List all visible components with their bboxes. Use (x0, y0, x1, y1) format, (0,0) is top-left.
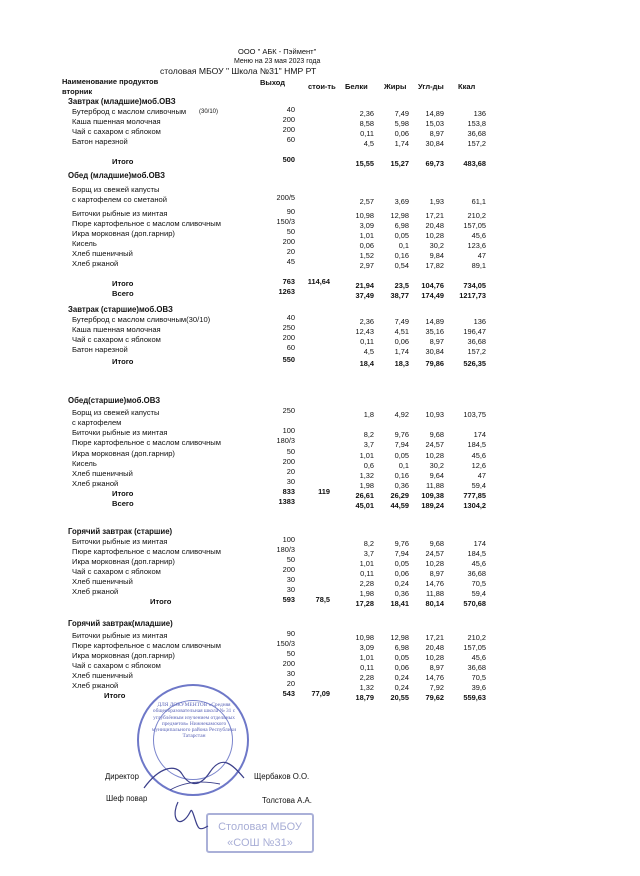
value-c: 35,16 (425, 327, 444, 336)
value-kc: 559,63 (463, 693, 486, 702)
value-out: 200 (282, 457, 295, 466)
dish-name: Кисель (72, 239, 97, 248)
value-f: 0,06 (394, 337, 409, 346)
value-f: 6,98 (394, 221, 409, 230)
value-kc: 483,68 (463, 159, 486, 168)
value-cost: 114,64 (307, 277, 330, 286)
col-name: Наименование продуктов (62, 77, 159, 86)
value-out: 200 (282, 237, 295, 246)
value-kc: 45,6 (471, 653, 486, 662)
director-signature (140, 760, 250, 796)
value-kc: 36,68 (467, 129, 486, 138)
total-label: Всего (112, 289, 134, 298)
value-c: 189,24 (421, 501, 444, 510)
value-p: 1,01 (359, 451, 374, 460)
value-f: 0,54 (394, 261, 409, 270)
dish-name: Пюре картофельное с маслом сливочным (72, 219, 221, 228)
value-f: 9,76 (394, 539, 409, 548)
value-kc: 210,2 (467, 633, 486, 642)
value-kc: 157,2 (467, 347, 486, 356)
dish-name: Борщ из свежей капусты (72, 185, 160, 194)
total-label: Итого (150, 597, 172, 606)
value-p: 1,32 (359, 683, 374, 692)
value-p: 37,49 (355, 291, 374, 300)
value-f: 20,55 (390, 693, 409, 702)
value-p: 2,28 (359, 579, 374, 588)
value-p: 26,61 (355, 491, 374, 500)
section-title: Горячий завтрак (старшие) (68, 527, 173, 536)
value-f: 15,27 (390, 159, 409, 168)
value-kc: 196,47 (463, 327, 486, 336)
value-p: 0,11 (360, 129, 374, 138)
value-f: 0,06 (394, 663, 409, 672)
value-kc: 1304,2 (463, 501, 486, 510)
value-c: 17,21 (425, 633, 444, 642)
value-kc: 45,6 (471, 451, 486, 460)
value-f: 0,24 (394, 673, 409, 682)
value-out: 30 (286, 477, 295, 486)
value-p: 21,94 (355, 281, 374, 290)
value-c: 30,84 (425, 347, 444, 356)
value-p: 10,98 (355, 633, 374, 642)
value-p: 4,5 (363, 139, 374, 148)
value-p: 8,58 (359, 119, 374, 128)
value-p: 15,55 (355, 159, 374, 168)
value-c: 10,28 (425, 559, 444, 568)
dish-name: Хлеб пшеничный (72, 577, 133, 586)
value-out: 20 (286, 247, 295, 256)
value-c: 17,21 (425, 211, 444, 220)
value-f: 23,5 (394, 281, 409, 290)
value-out: 550 (282, 355, 295, 364)
value-p: 8,2 (363, 430, 374, 439)
dish-name: Батон нарезной (72, 137, 128, 146)
dish-portion-note: (30/10) (199, 109, 219, 115)
value-f: 3,69 (394, 197, 409, 206)
value-p: 12,43 (355, 327, 374, 336)
value-out: 90 (286, 629, 295, 638)
value-c: 17,82 (425, 261, 444, 270)
dish-name: Чай с сахаром с яблоком (72, 661, 161, 670)
value-out: 20 (286, 467, 295, 476)
value-out: 593 (282, 595, 295, 604)
value-out: 200 (282, 659, 295, 668)
value-p: 2,36 (359, 109, 374, 118)
value-p: 1,52 (359, 251, 374, 260)
value-kc: 36,68 (467, 569, 486, 578)
value-kc: 70,5 (471, 579, 486, 588)
value-f: 1,74 (394, 347, 409, 356)
value-out: 200/5 (276, 193, 295, 202)
value-c: 1,93 (429, 197, 444, 206)
total-label: Итого (112, 279, 134, 288)
section-title: Обед (младшие)моб.ОВЗ (68, 171, 166, 180)
dish-name: Бутерброд с маслом сливочным(30/10) (72, 315, 211, 324)
value-out: 200 (282, 125, 295, 134)
value-out: 250 (282, 406, 295, 415)
value-f: 9,76 (394, 430, 409, 439)
col-cost: стои-ть (308, 82, 336, 91)
value-f: 5,98 (394, 119, 409, 128)
value-kc: 70,5 (471, 673, 486, 682)
value-c: 10,28 (425, 451, 444, 460)
value-c: 8,97 (429, 569, 444, 578)
value-f: 0,06 (394, 569, 409, 578)
value-out: 250 (282, 323, 295, 332)
value-c: 109,38 (421, 491, 444, 500)
value-c: 10,93 (425, 410, 444, 419)
value-out: 180/3 (276, 436, 295, 445)
value-out: 50 (286, 447, 295, 456)
col-carbs: Угл-ды (418, 82, 444, 91)
chef-signature (168, 796, 218, 838)
dish-name: Пюре картофельное с маслом сливочным (72, 641, 221, 650)
value-out: 150/3 (276, 217, 295, 226)
value-p: 2,57 (359, 197, 374, 206)
value-p: 4,5 (363, 347, 374, 356)
value-p: 0,11 (360, 663, 374, 672)
value-p: 8,2 (363, 539, 374, 548)
value-f: 4,92 (394, 410, 409, 419)
col-day: вторник (62, 87, 93, 96)
value-f: 0,06 (394, 129, 409, 138)
value-c: 24,57 (425, 440, 444, 449)
dish-name: Хлеб ржаной (72, 479, 119, 488)
dish-name: Чай с сахаром с яблоком (72, 567, 161, 576)
value-p: 1,01 (359, 231, 374, 240)
value-p: 2,36 (359, 317, 374, 326)
value-p: 3,7 (363, 549, 374, 558)
value-f: 44,59 (390, 501, 409, 510)
value-c: 8,97 (429, 663, 444, 672)
value-f: 6,98 (394, 643, 409, 652)
value-kc: 136 (473, 109, 486, 118)
value-kc: 184,5 (467, 549, 486, 558)
value-kc: 36,68 (467, 663, 486, 672)
chef-name: Толстова А.А. (262, 796, 312, 805)
value-cost: 78,5 (315, 595, 330, 604)
value-out: 50 (286, 227, 295, 236)
value-out: 1263 (278, 287, 295, 296)
value-kc: 89,1 (471, 261, 486, 270)
value-cost: 119 (318, 487, 330, 496)
col-proteins: Белки (345, 82, 368, 91)
value-c: 30,2 (429, 461, 444, 470)
dish-name: Икра морковная (доп.гарнир) (72, 229, 175, 238)
value-p: 18,4 (359, 359, 374, 368)
value-p: 1,8 (363, 410, 374, 419)
value-c: 104,76 (421, 281, 444, 290)
value-kc: 174 (473, 430, 486, 439)
value-out: 1383 (278, 497, 295, 506)
dish-name: с картофелем со сметаной (72, 195, 167, 204)
value-kc: 136 (473, 317, 486, 326)
value-p: 1,98 (359, 481, 374, 490)
value-kc: 39,6 (471, 683, 486, 692)
dish-name: Чай с сахаром с яблоком (72, 335, 161, 344)
value-c: 9,64 (429, 471, 444, 480)
value-kc: 103,75 (463, 410, 486, 419)
value-out: 200 (282, 565, 295, 574)
value-p: 18,79 (355, 693, 374, 702)
value-out: 60 (286, 135, 295, 144)
value-c: 9,68 (429, 539, 444, 548)
value-kc: 47 (477, 251, 486, 260)
value-f: 4,51 (394, 327, 409, 336)
chef-label: Шеф повар (106, 794, 148, 803)
value-kc: 47 (477, 471, 486, 480)
value-c: 9,68 (429, 430, 444, 439)
total-label: Итого (112, 357, 134, 366)
value-kc: 45,6 (471, 559, 486, 568)
canteen-stamp: Столовая МБОУ «СОШ №31» (206, 813, 314, 853)
value-out: 30 (286, 669, 295, 678)
value-out: 50 (286, 555, 295, 564)
value-c: 24,57 (425, 549, 444, 558)
value-f: 7,49 (394, 317, 409, 326)
value-f: 18,3 (394, 359, 409, 368)
value-out: 763 (282, 277, 295, 286)
value-out: 180/3 (276, 545, 295, 554)
total-label: Итого (112, 489, 134, 498)
value-f: 0,24 (394, 683, 409, 692)
value-p: 0,11 (360, 337, 374, 346)
dish-name: Хлеб пшеничный (72, 469, 133, 478)
value-out: 45 (286, 257, 295, 266)
value-c: 20,48 (425, 221, 444, 230)
value-f: 0,1 (398, 241, 409, 250)
value-c: 14,76 (425, 579, 444, 588)
dish-name: Каша пшенная молочная (72, 117, 161, 126)
value-c: 14,89 (425, 109, 444, 118)
total-label: Всего (112, 499, 134, 508)
value-p: 0,06 (359, 241, 374, 250)
value-cost: 77,09 (311, 689, 330, 698)
stamp-text: ДЛЯ ДОКУМЕНТОВ «Средняя общеобразовательная школа № 31 с углублённым изучением отдельных предметов» Нижнекамского муниципального района Республики Татарстан (151, 702, 237, 740)
value-f: 0,05 (394, 653, 409, 662)
col-fats: Жиры (384, 82, 407, 91)
dish-name: Хлеб пшеничный (72, 249, 133, 258)
dish-name: Пюре картофельное с маслом сливочным (72, 547, 221, 556)
dish-name: Хлеб ржаной (72, 681, 119, 690)
value-c: 10,28 (425, 653, 444, 662)
org-name: ООО " АБК - Пэймент" (238, 47, 317, 56)
value-out: 50 (286, 649, 295, 658)
dish-name: Хлеб ржаной (72, 259, 119, 268)
value-c: 14,89 (425, 317, 444, 326)
dish-name: Батон нарезной (72, 345, 128, 354)
value-c: 9,84 (429, 251, 444, 260)
col-output: Выход (260, 78, 286, 87)
value-p: 17,28 (355, 599, 374, 608)
value-p: 2,28 (359, 673, 374, 682)
value-out: 100 (282, 535, 295, 544)
dish-name: Чай с сахаром с яблоком (72, 127, 161, 136)
dish-name: Биточки рыбные из минтая (72, 209, 168, 218)
value-f: 0,24 (394, 579, 409, 588)
value-f: 7,94 (394, 549, 409, 558)
value-kc: 174 (473, 539, 486, 548)
dish-name: Икра морковная (доп.гарнир) (72, 449, 175, 458)
value-out: 833 (282, 487, 295, 496)
value-f: 7,94 (394, 440, 409, 449)
value-p: 3,09 (359, 643, 374, 652)
value-p: 1,01 (359, 559, 374, 568)
dish-name: Кисель (72, 459, 97, 468)
value-f: 0,16 (394, 471, 409, 480)
value-out: 200 (282, 333, 295, 342)
value-kc: 61,1 (471, 197, 486, 206)
section-title: Завтрак (младшие)моб.ОВЗ (68, 97, 176, 106)
col-kcal: Ккал (458, 82, 476, 91)
dish-name: Биточки рыбные из минтая (72, 537, 168, 546)
value-kc: 36,68 (467, 337, 486, 346)
dish-name: Хлеб ржаной (72, 587, 119, 596)
value-f: 12,98 (390, 633, 409, 642)
value-out: 150/3 (276, 639, 295, 648)
total-label: Итого (104, 691, 126, 700)
total-label: Итого (112, 157, 134, 166)
dish-name: Икра морковная (доп.гарнир) (72, 651, 175, 660)
value-out: 200 (282, 115, 295, 124)
dish-name: Пюре картофельное с маслом сливочным (72, 438, 221, 447)
value-p: 2,97 (359, 261, 374, 270)
value-p: 3,7 (363, 440, 374, 449)
value-p: 3,09 (359, 221, 374, 230)
value-kc: 59,4 (471, 589, 486, 598)
value-out: 30 (286, 575, 295, 584)
value-f: 0,36 (394, 481, 409, 490)
value-c: 14,76 (425, 673, 444, 682)
dish-name: с картофелем (72, 418, 122, 427)
value-kc: 157,05 (463, 643, 486, 652)
value-out: 40 (286, 105, 295, 114)
value-c: 8,97 (429, 129, 444, 138)
director-label: Директор (105, 772, 139, 781)
value-kc: 526,35 (463, 359, 486, 368)
section-title: Завтрак (старшие)моб.ОВЗ (68, 305, 173, 314)
value-p: 45,01 (355, 501, 374, 510)
value-kc: 570,68 (463, 599, 486, 608)
value-out: 90 (286, 207, 295, 216)
value-c: 80,14 (425, 599, 444, 608)
value-f: 0,1 (398, 461, 409, 470)
value-out: 20 (286, 679, 295, 688)
value-kc: 210,2 (467, 211, 486, 220)
value-p: 10,98 (355, 211, 374, 220)
value-f: 0,16 (394, 251, 409, 260)
value-c: 8,97 (429, 337, 444, 346)
value-kc: 45,6 (471, 231, 486, 240)
value-c: 15,03 (425, 119, 444, 128)
value-f: 0,05 (394, 231, 409, 240)
value-out: 100 (282, 426, 295, 435)
value-c: 30,84 (425, 139, 444, 148)
value-c: 20,48 (425, 643, 444, 652)
value-out: 500 (282, 155, 295, 164)
value-f: 0,05 (394, 451, 409, 460)
dish-name: Биточки рыбные из минтая (72, 631, 168, 640)
value-kc: 123,6 (467, 241, 486, 250)
value-kc: 184,5 (467, 440, 486, 449)
value-p: 1,98 (359, 589, 374, 598)
dish-name: Каша пшенная молочная (72, 325, 161, 334)
value-kc: 153,8 (467, 119, 486, 128)
value-out: 40 (286, 313, 295, 322)
dish-name: Борщ из свежей капусты (72, 408, 160, 417)
dish-name: Хлеб пшеничный (72, 671, 133, 680)
section-title: Обед(старшие)моб.ОВЗ (68, 396, 161, 405)
value-f: 1,74 (394, 139, 409, 148)
value-p: 0,6 (363, 461, 374, 470)
value-out: 60 (286, 343, 295, 352)
value-out: 30 (286, 585, 295, 594)
dish-name: Бутерброд с маслом сливочным (72, 107, 187, 116)
value-kc: 777,85 (463, 491, 486, 500)
value-c: 7,92 (429, 683, 444, 692)
dish-name: Икра морковная (доп.гарнир) (72, 557, 175, 566)
director-name: Щербаков О.О. (254, 772, 310, 781)
value-f: 38,77 (390, 291, 409, 300)
value-p: 1,32 (359, 471, 374, 480)
value-out: 543 (282, 689, 295, 698)
value-c: 79,86 (425, 359, 444, 368)
value-c: 11,88 (426, 481, 444, 490)
value-kc: 157,05 (463, 221, 486, 230)
value-kc: 12,6 (471, 461, 486, 470)
value-p: 0,11 (360, 569, 374, 578)
value-c: 174,49 (421, 291, 444, 300)
value-f: 0,36 (394, 589, 409, 598)
section-title: Горячий завтрак(младшие) (68, 619, 173, 628)
value-kc: 157,2 (467, 139, 486, 148)
value-kc: 734,05 (463, 281, 486, 290)
value-kc: 59,4 (471, 481, 486, 490)
place: столовая МБОУ " Школа №31" НМР РТ (160, 66, 317, 76)
value-c: 11,88 (426, 589, 444, 598)
value-kc: 1217,73 (459, 291, 486, 300)
value-c: 10,28 (425, 231, 444, 240)
value-p: 1,01 (359, 653, 374, 662)
value-f: 7,49 (394, 109, 409, 118)
value-c: 69,73 (425, 159, 444, 168)
value-c: 30,2 (429, 241, 444, 250)
menu-date: Меню на 23 мая 2023 года (234, 58, 321, 65)
value-c: 79,62 (425, 693, 444, 702)
dish-name: Биточки рыбные из минтая (72, 428, 168, 437)
value-f: 26,29 (390, 491, 409, 500)
value-f: 12,98 (390, 211, 409, 220)
value-f: 18,41 (390, 599, 409, 608)
value-f: 0,05 (394, 559, 409, 568)
